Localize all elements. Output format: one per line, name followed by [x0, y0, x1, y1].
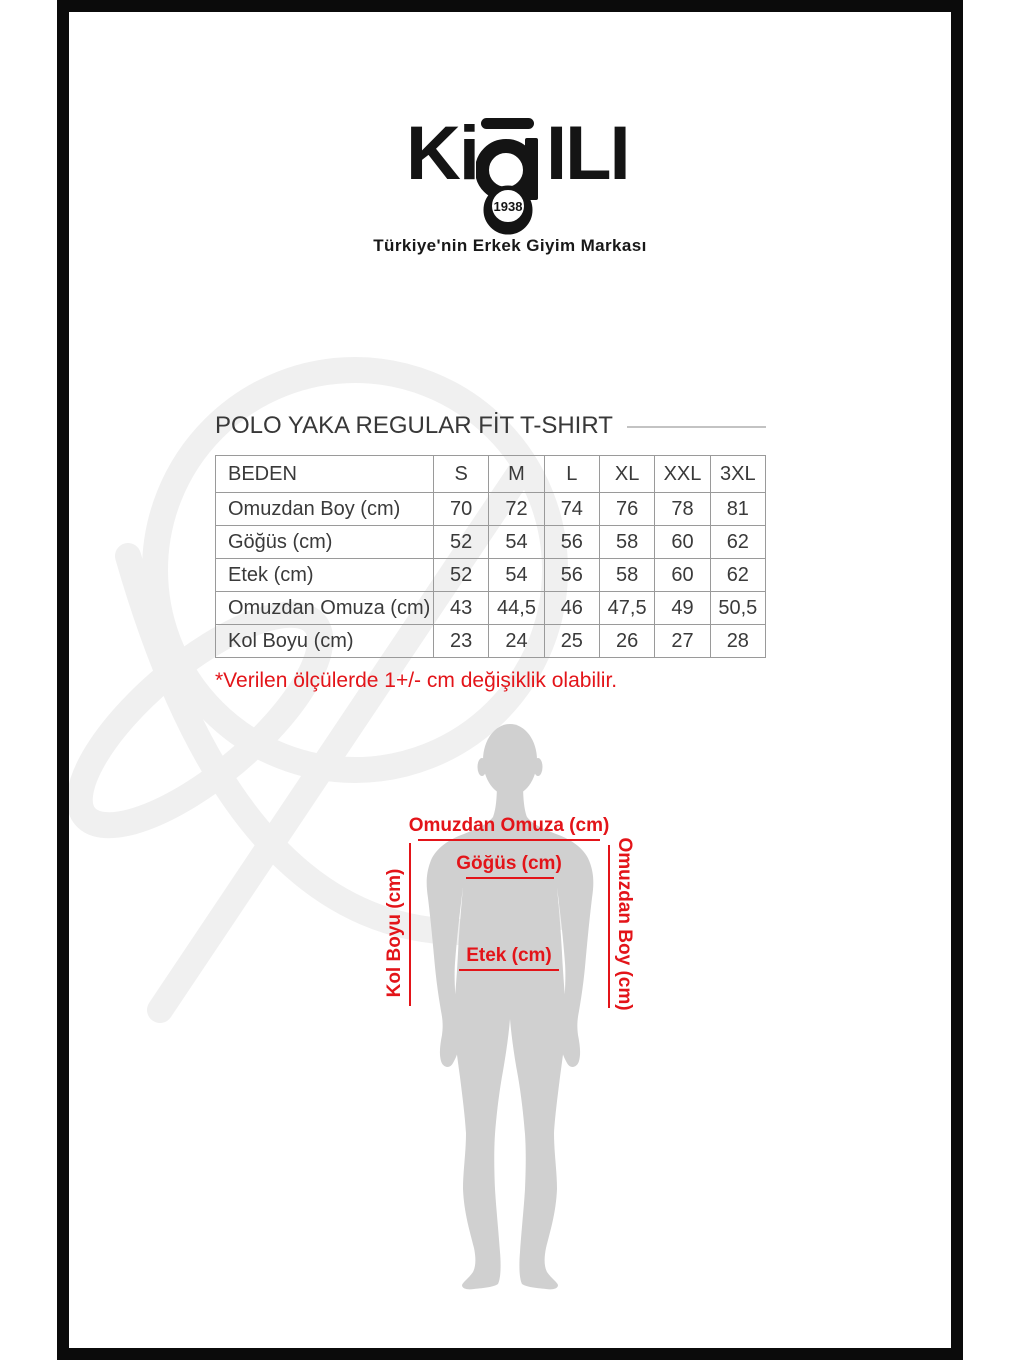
table-row: [216, 526, 766, 559]
cell: 46: [544, 592, 599, 625]
cell: 58: [599, 526, 654, 559]
tolerance-note: *Verilen ölçülerde 1+/- cm değişiklik olabilir.: [215, 669, 618, 692]
cell: 43: [434, 592, 489, 625]
cell: 52: [434, 526, 489, 559]
cell: 54: [489, 559, 544, 592]
table-row: [216, 625, 766, 658]
cell: 56: [544, 559, 599, 592]
hem-label: Etek (cm): [466, 945, 552, 966]
cell: 52: [434, 559, 489, 592]
brand-tagline: Türkiye'nin Erkek Giyim Markası: [373, 236, 647, 255]
row-label: Omuzdan Omuza (cm): [216, 592, 434, 625]
cell: 60: [655, 559, 710, 592]
cell: 23: [434, 625, 489, 658]
cell: 62: [710, 526, 765, 559]
shoulder-length-label: Omuzdan Boy (cm): [614, 837, 635, 1011]
chest-label: Göğüs (cm): [456, 853, 562, 874]
cell: 28: [710, 625, 765, 658]
shoulder-width-label: Omuzdan Omuza (cm): [408, 815, 610, 836]
cell: 26: [599, 625, 654, 658]
brand-logo-g-icon: [476, 118, 540, 236]
length-measure-line: [608, 845, 610, 1008]
header-l: L: [544, 456, 599, 493]
row-label: Kol Boyu (cm): [216, 625, 434, 658]
brand-logo-text-left: Ki: [406, 111, 478, 196]
table-row: [216, 493, 766, 526]
cell: 49: [655, 592, 710, 625]
cell: 58: [599, 559, 654, 592]
table-row: [216, 592, 766, 625]
cell: 44,5: [489, 592, 544, 625]
cell: 50,5: [710, 592, 765, 625]
cell: 25: [544, 625, 599, 658]
cell: 70: [434, 493, 489, 526]
row-label: Omuzdan Boy (cm): [216, 493, 434, 526]
cell: 76: [599, 493, 654, 526]
sleeve-length-label: Kol Boyu (cm): [384, 868, 405, 998]
header-s: S: [434, 456, 489, 493]
row-label: Etek (cm): [216, 559, 434, 592]
header-xl: XL: [599, 456, 654, 493]
cell: 81: [710, 493, 765, 526]
cell: 78: [655, 493, 710, 526]
table-row: [216, 559, 766, 592]
cell: 72: [489, 493, 544, 526]
cell: 24: [489, 625, 544, 658]
cell: 60: [655, 526, 710, 559]
row-label: Göğüs (cm): [216, 526, 434, 559]
cell: 62: [710, 559, 765, 592]
header-xxl: XXL: [655, 456, 710, 493]
title-row: [215, 412, 766, 440]
cell: 47,5: [599, 592, 654, 625]
title-rule: [627, 426, 766, 428]
header-3xl: 3XL: [710, 456, 765, 493]
hem-measure-line: [459, 969, 559, 971]
brand-logo-year: 1938: [493, 199, 523, 214]
chest-measure-line: [466, 877, 554, 879]
cell: 27: [655, 625, 710, 658]
header-beden: BEDEN: [216, 456, 434, 493]
brand-logo-text-right: ILI: [546, 111, 629, 196]
cell: 74: [544, 493, 599, 526]
header-m: M: [489, 456, 544, 493]
sleeve-measure-line: [409, 843, 411, 1006]
page-title: POLO YAKA REGULAR FİT T-SHIRT: [215, 412, 613, 439]
cell: 56: [544, 526, 599, 559]
size-table: [215, 455, 766, 658]
cell: 54: [489, 526, 544, 559]
shoulder-measure-line: [418, 839, 600, 841]
body-silhouette: [423, 723, 597, 1290]
table-header-row: [216, 456, 766, 493]
